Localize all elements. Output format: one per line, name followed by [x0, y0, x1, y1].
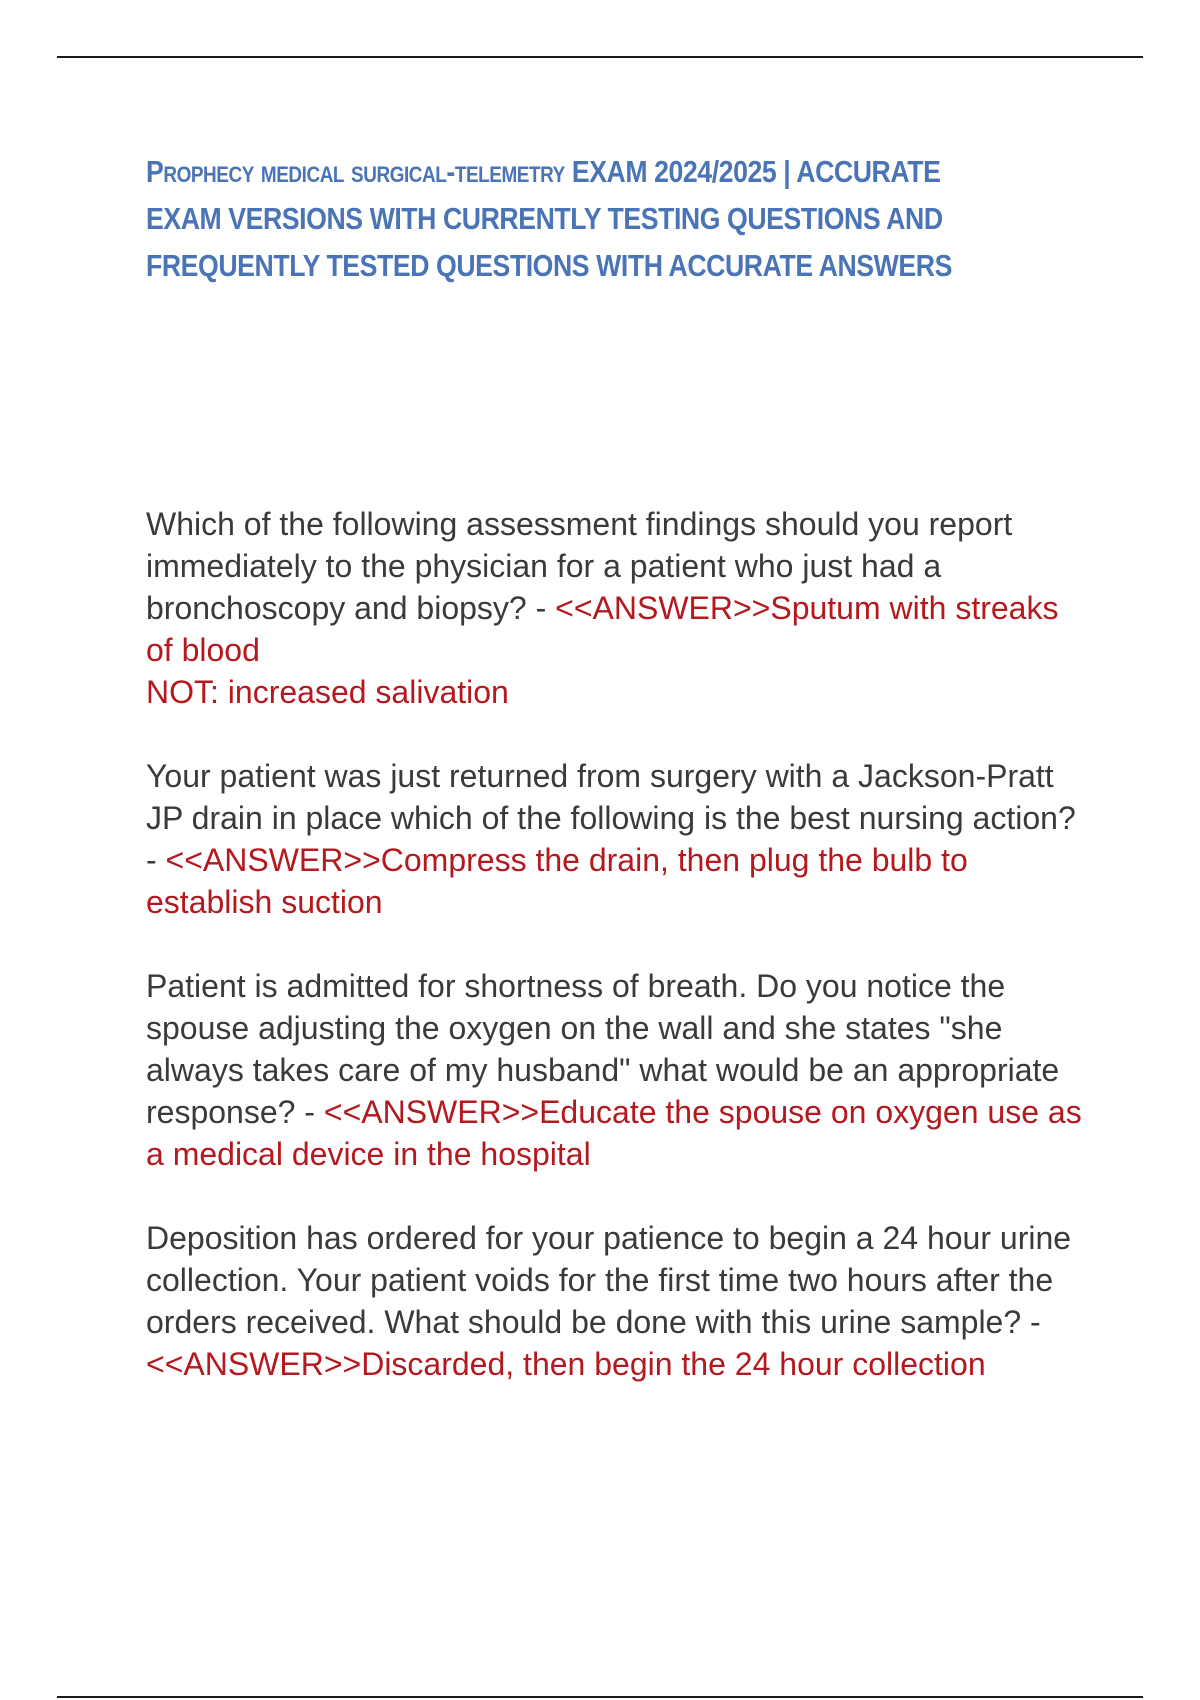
- answer-text: <<ANSWER>>Discarded, then begin the 24 hour collection: [146, 1346, 986, 1382]
- bottom-divider: [57, 1696, 1143, 1698]
- qa-item: [146, 755, 1086, 923]
- answer-text: <<ANSWER>>Compress the drain, then plug the bulb to establish suction: [146, 842, 968, 920]
- answer-text: <<ANSWER>>Sputum with streaks of blood: [146, 590, 1059, 668]
- question-text: Which of the following assessment findings should you report immediately to the physician for a patient who just had a bronchoscopy and biopsy? -: [146, 506, 1013, 626]
- qa-item: [146, 503, 1086, 713]
- title-smallcaps-part: Prophecy medical surgical-telemetry: [146, 154, 565, 189]
- answer-text: <<ANSWER>>Educate the spouse on oxygen use as a medical device in the hospital: [146, 1094, 1082, 1172]
- question-text: Deposition has ordered for your patience to begin a 24 hour urine collection. Your patient voids for the first time two hours after the orders received. What should be done with this urine sample? -: [146, 1220, 1072, 1340]
- document-title: [146, 148, 954, 289]
- qa-item: [146, 1217, 1086, 1385]
- answer-note: NOT: increased salivation: [146, 674, 509, 710]
- qa-list: [146, 503, 1086, 1427]
- top-divider: [57, 56, 1143, 58]
- title-main-part: EXAM 2024/2025 | ACCURATE EXAM VERSIONS WITH CURRENTLY TESTING QUESTIONS AND FREQUENTLY TESTED QUESTIONS WITH ACCURATE ANSWERS: [146, 154, 952, 283]
- qa-item: [146, 965, 1086, 1175]
- question-text: Your patient was just returned from surgery with a Jackson-Pratt JP drain in place which of the following is the best nursing action? -: [146, 758, 1076, 878]
- question-text: Patient is admitted for shortness of breath. Do you notice the spouse adjusting the oxygen on the wall and she states "she always takes care of my husband" what would be an appropriate response? -: [146, 968, 1060, 1130]
